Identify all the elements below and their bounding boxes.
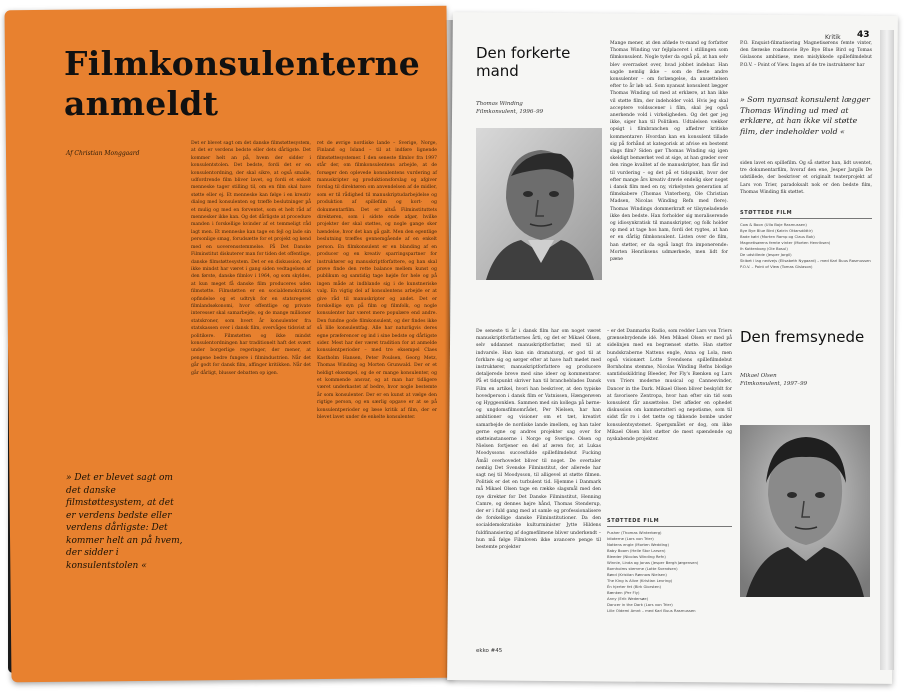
body-column-1: Det er blevet sagt om det danske filmstøttesystem, at det er verdens bedste eller dets dårligste. Det kommer helt an på, hvem der sidder i konsulentstolen. Det bedste, fordi det er en konsulentordning, der skal sikre, at også smalle, udfordrende film bliver lavet, og fordi et enkelt menneske tager stilling til, om en film skal have støtte eller ej. Et menneske kan følge i en kreativ dialog med konsulenten og træffe beslutninger på et mulig og med en forventet, som et helt råd af mennesker ikke kan. Og det dårligste at procedure manden i forskellige kvinder af et temmeligt råd lagt men. Et menneske kan tage en fejl og lade sin personlige smag, forudsætte for et projekt og kend med en uoverensstemmelse. På Det Danske Filminstitut diskuterer man for tiden det offentlige, danske filmstøttesystem. Det er en diskussion, der ikke mindst har været i gang siden vedtagelsen af den første, danske filmlov i 1964, og som skyldes, at kun meget få danske film produceres uden filmstøtte. Filmstøtten er en socialdemokratisk opfindelse og et udtryk for en statsregeret filmlandsøkonomi, hvor offentlige og private interesser skal samarbejde, og de mange millioner statskroner, som hvert år konsulenter fra statskassen over i dansk film, overvåges tidsvist af politikere. Filmstøtten og ikke mindst konsulentordningen har traditionelt haft det svært under borgerlige regeringer, der mener, at pengene bedre fungere i filmindustrien. Når det går godt for dansk film, affinger kritikken. Når det går dårligt, blusser debatten op igen. <box>191 141 311 376</box>
supported-films-heading: STØTTEDE FILM <box>607 518 732 527</box>
list-item: Bye Bye Blue Bird (Katrin Ottarsdóttir) <box>740 228 813 233</box>
body-column-4-bottom: siden lavet en spillefilm. Og så støtter han, lidt uventet, tre dokumentarfilm, hvoraf den ene, Jesper Jargils De udstillede, der beskriver et originalt teaterprojekt af Lars von Trier, paradoksalt nok er den bedste film, Thomas Winding fik støttet. <box>740 161 872 195</box>
list-item: Bænken (Per Fly) <box>607 590 640 595</box>
page-number: 43 <box>857 30 870 40</box>
body-column-6: – er det Danmarks Radio, som redder Lars von Triers grænsebrydende idé. Men Mikael Olsen er med på sidelinjen med en begrænset støtte. Han støtter bundskraberne Nattens engle, Anna og Lola, men også visionært Lotte Svendsens spillefilmdebut Bornholms stemme, Nicolas Winding Refns blodige samtidsskildring Bleeder, Per Fly's Bænken og Lars von Triers moderne musical og Cannesvinder, Dancer in the Dark. Mikael Olsen bliver beskyldt for at favorisere Zentropa, hvor han efter sin tid som konsulent får ansættelse. Det afføder en ophedet diskussion om kammeratteri og nepotisme, som til sidst får ro i det tætte og tikkende bombe under konsulentsystemet. Spørgsmålet er dog, om ikke Mikael Olsen blot støtter de mest spændende og nyskabende projekter. <box>607 329 732 443</box>
section-caption-2: Mikael Olsen Filmkonsulent, 1997–99 <box>740 373 808 387</box>
supported-films-list-1 <box>740 210 872 270</box>
list-item: P.O.V. – Point of View (Tomas Gislason) <box>740 264 813 269</box>
list-item: De udstillede (Jesper Jargil) <box>740 252 792 257</box>
supported-films-list-2 <box>607 518 732 614</box>
body-column-4-top: P.O. Enquist-filmatisering Magnetisørens femte vinter, den færøske roadmovie Bye Bye Blue Bird og Tomas Gislasons ambitiøse, men mislykkede spillefilmdebut P.O.V. – Point of View. Ingen af de tre instruktører har <box>740 41 872 68</box>
supported-films-heading: STØTTEDE FILM <box>740 210 872 219</box>
list-item: Winnie, Linda og Jonas (Jesper Bergh Jørgensen) <box>607 560 699 565</box>
list-item: Dancer in the Dark (Lars von Trier) <box>607 602 673 607</box>
list-item: Bade kølri (Morten Ramp og Claus Bok) <box>740 234 815 239</box>
section-caption-1: Thomas Winding Filmkonsulent, 1996–99 <box>476 101 544 115</box>
list-item: Skibet i lag nedvejs (Elisabeth Nygaard) – med Karl Buus Rasmussen <box>740 258 871 263</box>
portrait-photo-olsen <box>740 425 870 597</box>
list-item: Nattens engle (Morten Wedding) <box>607 542 669 547</box>
list-item: Pusher (Thomas Winterberg) <box>607 530 662 535</box>
body-column-5: De seneste ti år i dansk film har om noget været manuskriptforfatternes årti, og det er Mikael Olsen, selv uddannet manuskriptforfatter, med til at indvarsle. Han kan sin dramaturgi, er god til at forklare sig og sørger efter at have haft mødet med instruktører, manuskriptforfattere og producere detaljerede breve med sine ideer og kommentarer. På et tidspunkt skriver han til brancheblades Dansk Film en artikel, hvori han beskriver, at den typiske hovedperson i dansk film er Vatnissen, Hængerøven og Hyggeonklen. Sammen med sin kollega på børne- og ungdomsfilmområdet, Per Nielsen, har han ambitioner og visioner om et tæt, kreativt samarbejde de nordiske lande imellem, og han taler gerne egne og andres projekter sag over for støtteinstanserne i Norge og Sverige. Olsen og Nielsen fortjener en del af æren for, at Lukas Moodyssons succesfulde spillefilmdebut Fucking Åmål overhovedet bliver til noget. De overtaler nemlig Det Svenske Filminstitut, der allerede har sagt nej til Moodysson, til alligevel at støtte filmen. Politisk er det en turbulent tid. Hjemme i Danmark må Mikael Olsen tage en række slagsmål med den nye direktør for Det Danske Filminstitut, Henning Camre, og dennes højre hånd, Thomas Stenderup, der er i fuld gang med at samle og professionalisere de forskellige danske Filminstitutioner. Da den socialdemokratiske kulturminister Jytte Hildens fuldfinansiering af dogmefilmene bliver underkendt – hun må følge Filmloven ikke avancere penge til bestemte projekter <box>476 329 601 551</box>
supported-films-items <box>607 530 732 614</box>
list-item: Cow & Boon (Ulla Boje Rasmussen) <box>740 222 807 227</box>
list-item: Lille Oldemi Amnt – med Karl Buus Rasmussen <box>607 608 696 613</box>
list-item: Én hjerter fet (Birk Giorsten) <box>607 584 662 589</box>
list-item: Idioterne (Lars von Trier) <box>607 536 654 541</box>
list-item: Bønd (Kristian Rønnow Nielsen) <box>607 572 667 577</box>
body-column-2: ret de øvrige nordiske lande – Sverige, Norge, Finland og Island – til at indføre lignende filmstøttesystemer. I den seneste filmlov fra 1997 står der, om filmkonsulentens arbejde, at de forsøger den oplevede konsulentens vurdering af manuskripter og produktionsforslag og afgiver forslag til direktøren om anvendelsen af de midler, som er til rådighed til manuskriptudarbejdelse og produktion af spillefilm og kort- og dokumentarfilm. Det er altså Filminstituttets direktøren, som i sidste ende afgør, hvilke projekter der skal støttes, og nogle gange sker hændelse, hvor det kan gå galt. Men den egentlige beslutning træffes gennemgående af en enkelt person. En filmkonsulent er en blanding af en producer og en kreativ sparringspartner for instruktører og manuskriptforfattere, og han skal prøve finde den rette balance mellem kunst og publikum og samtidig tage højde for hele og på ingen måde at indblande sig i de kunstneriske valg. En vigtig del af konsulentens arbejde er at give råd til manuskripter og andet. Det er forskellige syn på film og filmfolk, og nogle konsulenter har været mere populære end andre. Den fundne gode filmkonsulent, og der findes ikke så lille konsulentfag. Alle har naturligvis deres egne præferencer og ind i sine bedste og dårligste sider. Mest har der været tradition for at anmelde konsulentperioder – med tre eksempel Claes Kastholm Hansen, Peter Poulsen, Georg Metz, Thomas Winding og Morten Grunwald. Der er et heldigt eksempel, og de er mange konsulenter, og et kommende ansvar, og at man har tidligere været underkastet af bedre, hvor nogle bestemte år som konsulenter. Der er en kunst at vælge den rigtige person, og en særlig opgave er at se på konsulentperioder og læse kritik af film, der er blevet lavet under de enkelte konsulenter. <box>317 141 437 421</box>
list-item: Baby Boom (Helle Stor Larsen) <box>607 548 666 553</box>
section-heading-2: Den fremsynede <box>740 328 865 346</box>
supported-films-items <box>740 222 872 270</box>
list-item: Ih Kottenborg (Ole Bosul) <box>740 246 788 251</box>
section-label: Kritik <box>825 34 841 41</box>
list-item: Magnetisørens femte vinter (Morten Henriksen) <box>740 240 831 245</box>
portrait-photo-winding <box>476 128 602 280</box>
list-item: Bornholms stemme (Lotte Svendsen) <box>607 566 678 571</box>
list-item: Bleeder (Nicolas Winding Refn) <box>607 554 666 559</box>
footer-issue: ekko #45 <box>476 648 503 654</box>
list-item: The King is Alive (Kristian Levring) <box>607 578 673 583</box>
page-edge <box>880 30 894 670</box>
section-heading-1: Den forkerte mand <box>476 44 571 80</box>
article-title: Filmkonsulenterne anmeldt <box>64 44 421 123</box>
body-column-3: Mange mener, at den afdøde tv-mand og forfatter Thomas Winding var fejlplaceret i stillingen som filmkonsulent. Nogle tyder da også på, at han selv blev overrasket over, hvad jobbet indebar. Han sagde nemlig ikke – som de fleste andre konsulenter – om forlængelse, da ansættelsen efter to år løb ud. Som nyansat konsulent lægger Thomas Winding ud med at erklære, at han ikke vil støtte film, der indeholder vold. Hvis jeg skal acceptere voldsscener i film, skal jeg også anerkende vold i virkeligheden. Og det gør jeg ikke, siger han til Politiken. Udtalelsen vækker opsigt i filmbranchen og affødrer kritiske kommentarer: Hvordan kan en konsulent tillade sig på forhånd at kategorisk at afvise en bestemt slags film? Siden gør Thomas Winding sig igen skeldigt bemærket ved at sige, at han grøder over den ringe kvalitet af de manuskripter, han får ind til vurdering – og det på et tidspunkt, hvor der efter mange års kreativ drøvle endelig sker noget i dansk film med en ny, virkelysten generation af filmskabere (Thomas Vinterberg, Ole Christian Madsen, Nicolas Winding Refn med flere). Thomas Windings dommerkraft er tilsyneladende ikke den bedste. Han forholder sig moraliserende og idiosynkratisk til manuskripter, og folk holder op med at tage hos ham, fordi det rygtes, at han er en dårlig filmkonsulent. Listen over de film, han støtter, er da også langt fra imponerende: Morten Henriksens udmærkede, men lidt for pæne <box>610 41 728 263</box>
pull-quote: » Det er blevet sagt om det danske filmstøttesystem, at det er verdens bedste eller verdens dårligste: Det kommer helt an på hvem, der sidder i konsulentstolen « <box>66 473 183 571</box>
list-item: Anny (Erik Wedersøe) <box>607 596 649 601</box>
pull-quote-right: » Som nyansat konsulent lægger Thomas Winding ud med at erklære, at han ikke vil støtte film, der indeholder vold « <box>740 95 870 136</box>
author-byline: Af Christian Monggaard <box>66 150 140 157</box>
